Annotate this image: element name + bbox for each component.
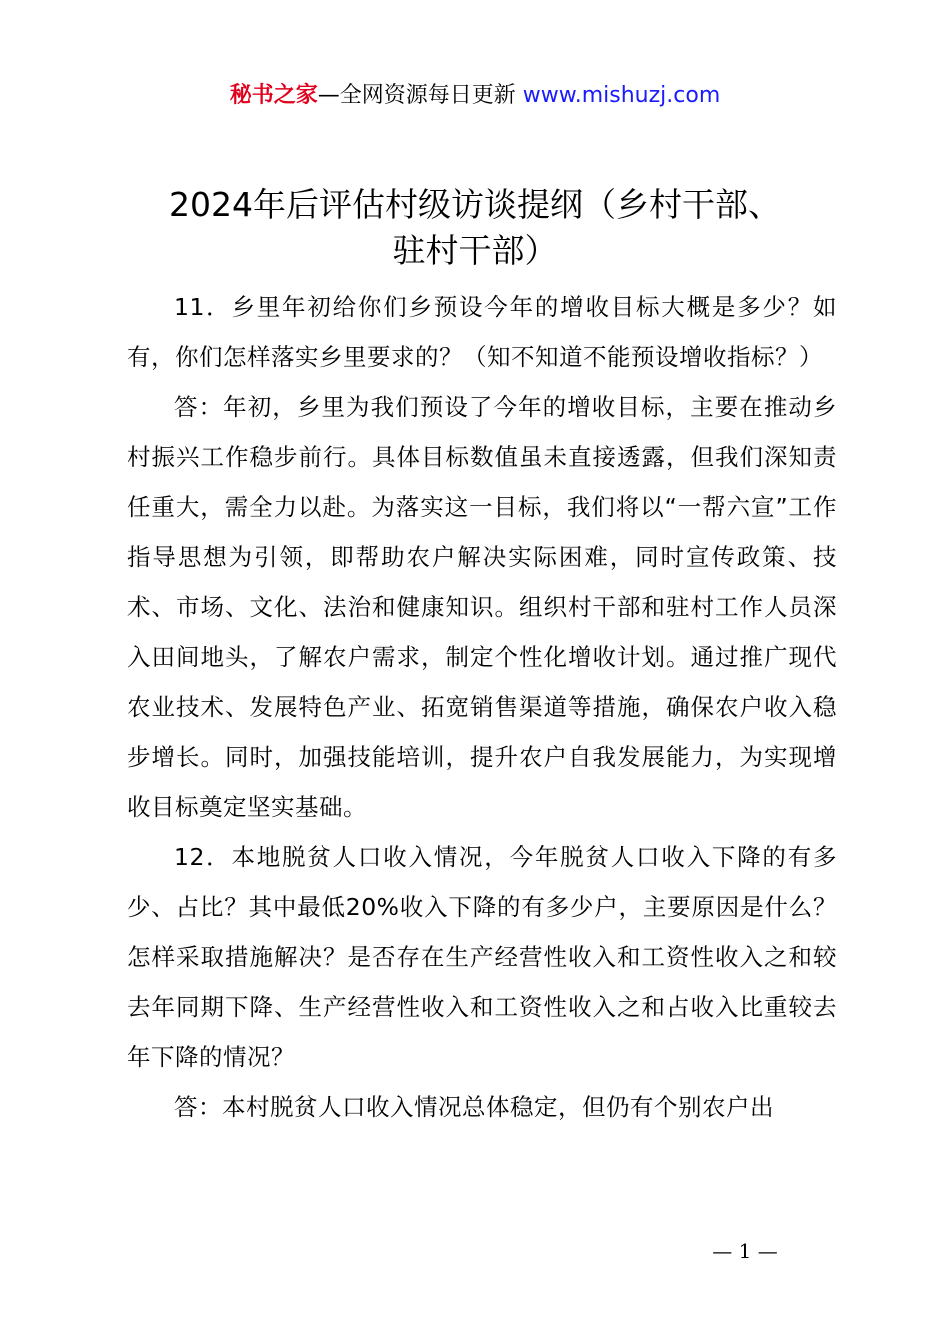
document-title <box>100 182 850 274</box>
document-body <box>127 282 837 1132</box>
document-title-line-1: 2024年后评估村级访谈提纲（乡村干部、 <box>169 185 781 224</box>
question-12: 12．本地脱贫人口收入情况，今年脱贫人口收入下降的有多少、占比？其中最低20%收入下降的有多少户，主要原因是什么？怎样采取措施解决？是否存在生产经营性收入和工资性收入之和较去年同期下降、生产经营性收入和工资性收入之和占收入比重较去年下降的情况？ <box>127 843 837 1071</box>
site-tagline: —全网资源每日更新 <box>317 83 516 108</box>
answer-12: 答：本村脱贫人口收入情况总体稳定，但仍有个别农户出 <box>174 1093 774 1121</box>
document-title-line-2: 驻村干部） <box>392 231 558 270</box>
site-header <box>0 80 950 112</box>
site-url-link[interactable]: www.mishuzj.com <box>522 83 721 108</box>
page-number: — 1 — <box>712 1239 778 1263</box>
site-brand: 秘书之家 <box>229 83 318 108</box>
answer-11: 答：年初，乡里为我们预设了今年的增收目标，主要在推动乡村振兴工作稳步前行。具体目标数值虽未直接透露，但我们深知责任重大，需全力以赴。为落实这一目标，我们将以“一帮六宣”工作指导思想为引领，即帮助农户解决实际困难，同时宣传政策、技术、市场、文化、法治和健康知识。组织村干部和驻村工作人员深入田间地头，了解农户需求，制定个性化增收计划。通过推广现代农业技术、发展特色产业、拓宽销售渠道等措施，确保农户收入稳步增长。同时，加强技能培训，提升农户自我发展能力，为实现增收目标奠定坚实基础。 <box>127 393 837 821</box>
question-11: 11．乡里年初给你们乡预设今年的增收目标大概是多少？如有，你们怎样落实乡里要求的？（知不知道不能预设增收指标？） <box>127 293 837 371</box>
